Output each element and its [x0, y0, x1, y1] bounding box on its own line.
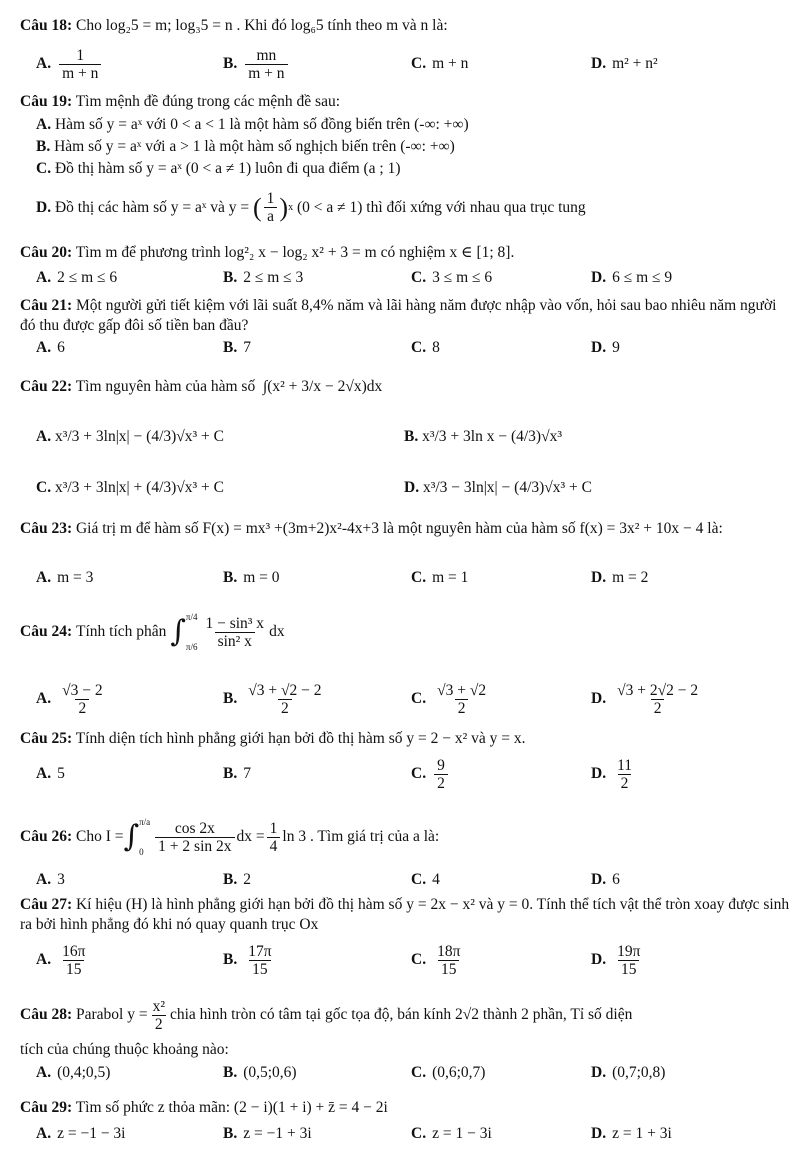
question-label: Câu 28:	[20, 1006, 73, 1023]
option-c[interactable]: C. 4	[411, 871, 440, 888]
question-20	[20, 243, 790, 263]
question-label: Câu 20:	[20, 244, 73, 261]
question-label: Câu 26:	[20, 828, 73, 845]
option-b[interactable]: B. 2 ≤ m ≤ 3	[223, 269, 304, 286]
option-a[interactable]: A. x³/3 + 3ln|x| − (4/3)√x³ + C	[36, 428, 225, 445]
option-c[interactable]: C. $\frac{√3 + √2}{2}$	[411, 681, 487, 717]
question-26: Câu 26: Cho I = ∫ π/a 0 $\frac{\cos 2x}{1 + 2 \sin 2x}$ dx = $\frac{1}{4}$ ln 3 . Tìm giá trị của a là:	[20, 817, 440, 857]
option-d[interactable]: D. z = 1 + 3i	[591, 1125, 672, 1142]
option-a[interactable]: A. (0,4;0,5)	[36, 1064, 111, 1081]
question-27	[20, 895, 790, 935]
option-d[interactable]: D. x³/3 − 3ln|x| − (4/3)√x³ + C	[404, 479, 593, 496]
question-label: Câu 25:	[20, 730, 73, 747]
question-text: Cho log₂5 = m; log₃5 = n . Khi đó log₆5 tính theo m và n là:	[75, 17, 448, 34]
option-d[interactable]: D. m = 2	[591, 569, 649, 586]
option-c[interactable]: C. m = 1	[411, 569, 469, 586]
question-18	[20, 16, 790, 36]
option-b[interactable]: B. 7	[223, 339, 251, 356]
option-c[interactable]: C. 3 ≤ m ≤ 6	[411, 269, 493, 286]
question-22	[20, 372, 790, 402]
question-19	[20, 92, 790, 112]
option-b[interactable]: B. m = 0	[223, 569, 280, 586]
option-c[interactable]: C. $\frac{18\pi}{15}$	[411, 942, 461, 978]
question-24: Câu 24: Tính tích phân ∫ π/4 π/6 $\frac{\text{1 − sin³ x}}{\text{sin² x}}$ dx	[20, 612, 285, 652]
option-c[interactable]: C. z = 1 − 3i	[411, 1125, 492, 1142]
option-d[interactable]: D. $\frac{19\pi}{15}$	[591, 942, 641, 978]
option-b[interactable]: B. Hàm số y = aˣ với a > 1 là một hàm số nghịch biến trên (-∞: +∞)	[36, 138, 455, 155]
question-label: Câu 19:	[20, 93, 73, 110]
question-text: Kí hiệu (H) là hình phẳng giới hạn bởi đồ thị hàm số y = 2x − x² và y = 0. Tính thể tích vật thể tròn xoay được sinh ra bởi hình phẳng đó khi nó quay quanh trục Ox	[20, 896, 790, 933]
option-a[interactable]: A. Hàm số y = aˣ với 0 < a < 1 là một hàm số đồng biến trên (-∞: +∞)	[36, 116, 469, 133]
question-text: Tìm nguyên hàm của hàm số	[75, 378, 256, 395]
option-c[interactable]: C. m + n	[411, 55, 469, 72]
option-d[interactable]: D. Đồ thị các hàm số y = aˣ và y = ( $\frac{1}{a}$ ) x (0 < a ≠ 1) thì đối xứng với nhau qua trục tung	[36, 190, 586, 225]
options-21	[36, 336, 796, 360]
options-20	[36, 266, 796, 290]
question-label: Câu 18:	[20, 17, 73, 34]
options-26	[36, 868, 796, 892]
option-d[interactable]: D. 6	[591, 871, 620, 888]
options-18	[36, 44, 796, 84]
option-d[interactable]: D. m² + n²	[591, 55, 658, 72]
option-b[interactable]: B. $\frac{√3 + √2 - 2}{2}$	[223, 681, 322, 717]
options-23	[36, 566, 796, 590]
option-a[interactable]: A. $\frac{16\pi}{15}$	[36, 942, 86, 978]
option-b[interactable]: B. $\frac{mn}{m + n}$	[223, 44, 290, 84]
option-a[interactable]: A. 3	[36, 871, 65, 888]
question-text: Tính tích phân	[75, 623, 167, 640]
option-b[interactable]: B. 2	[223, 871, 251, 888]
option-a[interactable]: A. m = 3	[36, 569, 94, 586]
option-a[interactable]: A. 6	[36, 339, 65, 356]
option-b[interactable]: B. x³/3 + 3ln x − (4/3)√x³	[404, 428, 562, 445]
question-28-line2: tích của chúng thuộc khoảng nào:	[20, 1041, 229, 1058]
option-c[interactable]: C. (0,6;0,7)	[411, 1064, 486, 1081]
options-27	[36, 938, 796, 982]
option-d[interactable]: D. (0,7;0,8)	[591, 1064, 666, 1081]
option-c[interactable]: C. $\frac{9}{2}$	[411, 752, 450, 796]
option-a[interactable]: A. 5	[36, 765, 65, 782]
option-a[interactable]: A. 2 ≤ m ≤ 6	[36, 269, 118, 286]
question-text: Tìm m để phương trình log²₂ x − log₂ x² + 3 = m có nghiệm x ∈ [1; 8].	[75, 244, 515, 261]
question-28: Câu 28: Parabol y = $\frac{\text{x²}}{2}$ chia hình tròn có tâm tại gốc tọa độ, bán kính 2√2 thành 2 phần, Tỉ số diện	[20, 997, 633, 1033]
question-21	[20, 296, 790, 336]
option-a[interactable]: A. $\frac{1}{m + n}$	[36, 44, 103, 84]
integral-sign: ∫	[170, 614, 186, 649]
question-29	[20, 1098, 790, 1118]
question-text: Một người gửi tiết kiệm với lãi suất 8,4% năm và lãi hàng năm được nhập vào vốn, hỏi sau bao nhiêu năm người đó thu được gấp đôi số tiền ban đầu?	[20, 297, 777, 334]
option-d[interactable]: D. $\frac{11}{2}$	[591, 756, 633, 792]
question-label: Câu 22:	[20, 378, 73, 395]
question-label: Câu 24:	[20, 623, 73, 640]
option-d[interactable]: D. $\frac{√3 + 2√2 - 2}{2}$	[591, 681, 699, 717]
option-b[interactable]: B. z = −1 + 3i	[223, 1125, 312, 1142]
option-b[interactable]: B. 7	[223, 765, 251, 782]
option-c[interactable]: C. Đồ thị hàm số y = aˣ (0 < a ≠ 1) luôn đi qua điểm (a ; 1)	[36, 160, 401, 177]
options-29	[36, 1122, 796, 1146]
question-label: Câu 23:	[20, 520, 73, 537]
question-23	[20, 518, 790, 540]
question-text: Tìm mệnh đề đúng trong các mệnh đề sau:	[75, 93, 341, 110]
option-a[interactable]: A. z = −1 − 3i	[36, 1125, 126, 1142]
options-24	[36, 677, 796, 721]
options-25	[36, 752, 796, 796]
question-25	[20, 729, 790, 749]
option-c[interactable]: C. 8	[411, 339, 440, 356]
question-text: Tìm số phức z thỏa mãn: (2 − i)(1 + i) + z̄ = 4 − 2i	[75, 1099, 388, 1116]
option-b[interactable]: B. $\frac{17\pi}{15}$	[223, 942, 272, 978]
question-label: Câu 21:	[20, 297, 73, 314]
question-text: Tính diện tích hình phẳng giới hạn bởi đồ thị hàm số y = 2 − x² và y = x.	[75, 730, 526, 747]
options-28	[36, 1061, 796, 1085]
question-label: Câu 29:	[20, 1099, 73, 1116]
integral-sign: ∫	[123, 819, 140, 854]
question-label: Câu 27:	[20, 896, 73, 913]
integral-expression: ∫(x² + 3/x − 2√x)dx	[262, 378, 383, 395]
option-d[interactable]: D. 9	[591, 339, 620, 356]
option-a[interactable]: A. $\frac{√3 - 2}{2}$	[36, 681, 103, 717]
question-text: Giá trị m để hàm số F(x) = mx³ +(3m+2)x²-4x+3 là một nguyên hàm của hàm số f(x) = 3x² + 10x − 4 là:	[75, 520, 723, 537]
option-b[interactable]: B. (0,5;0,6)	[223, 1064, 297, 1081]
option-c[interactable]: C. x³/3 + 3ln|x| + (4/3)√x³ + C	[36, 479, 225, 496]
option-d[interactable]: D. 6 ≤ m ≤ 9	[591, 269, 673, 286]
